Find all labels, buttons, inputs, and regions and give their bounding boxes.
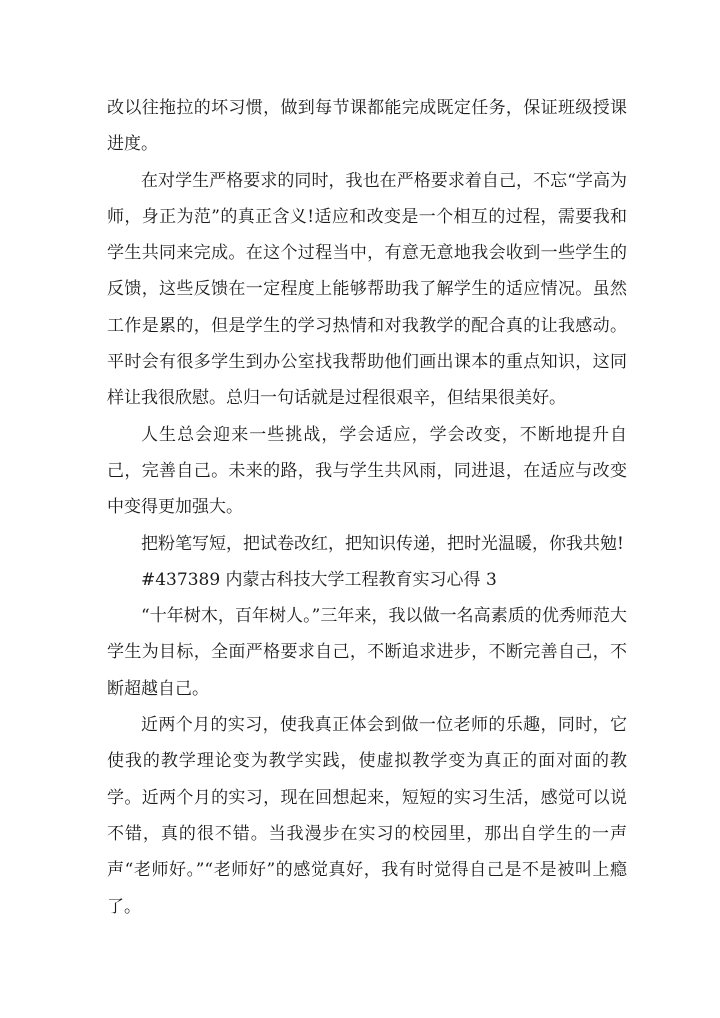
paragraph-encouragement: 把粉笔写短，把试卷改红，把知识传递，把时光温暖，你我共勉!: [141, 533, 624, 554]
paragraph-ten-years-trees: “十年树木，百年树人。”三年来，我以做一名高素质的优秀师范大学生为目标，全面严格要求自己，不断追求进步，不断完善自己，不断超越自己。: [107, 606, 627, 699]
paragraph-strict-requirements: 在对学生严格要求的同时，我也在严格要求着自己，不忘“学高为师，身正为范”的真正含义!适应和改变是一个相互的过程，需要我和学生共同来完成。在这个过程当中，有意无意地我会收到一些学生的反馈，这些反馈在一定程度上能够帮助我了解学生的适应情况。虽然工作是累的，但是学生的学习热情和对我教学的配合真的让我感动。平时会有很多学生到办公室找我帮助他们画出课本的重点知识，这同样让我很欣慰。总归一句话就是过程很艰辛，但结果很美好。: [107, 170, 627, 409]
paragraph-continuation: 改以往拖拉的坏习惯，做到每节课都能完成既定任务，保证班级授课进度。: [107, 98, 627, 155]
paragraph-internship-experience: 近两个月的实习，使我真正体会到做一位老师的乐趣，同时，它使我的教学理论变为教学实践，使虚拟教学变为真正的面对面的教学。近两个月的实习，现在回想起来，短短的实习生活，感觉可以说不错，真的很不错。当我漫步在实习的校园里，那出自学生的一声声“老师好。”“老师好”的感觉真好，我有时觉得自己是不是被叫上瘾了。: [107, 715, 627, 917]
paragraph-life-challenges: 人生总会迎来一些挑战，学会适应，学会改变，不断地提升自己，完善自己。未来的路，我与学生共风雨，同进退，在适应与改变中变得更加强大。: [107, 424, 627, 518]
document-body: [107, 90, 627, 925]
section-heading: #437389 内蒙古科技大学工程教育实习心得 3: [141, 569, 497, 590]
